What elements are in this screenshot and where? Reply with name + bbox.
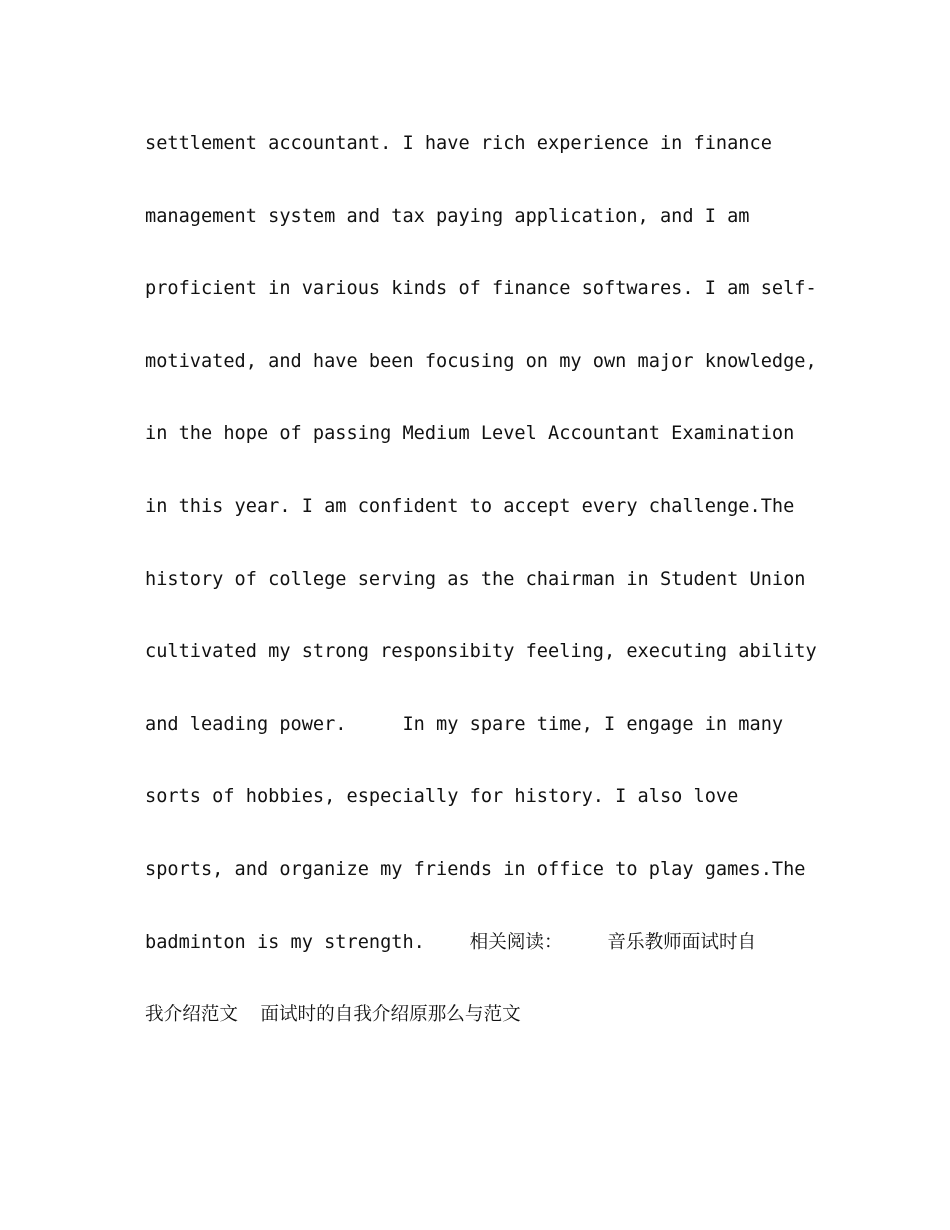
text-line: 我介绍范文 面试时的自我介绍原那么与范文 [145, 1004, 521, 1026]
body-text [145, 108, 825, 1052]
text-line: management system and tax paying application, and I am [145, 205, 750, 227]
text-line: history of college serving as the chairman in Student Union [145, 568, 806, 590]
text-line: and leading power. In my spare time, I engage in many [145, 713, 784, 735]
text-line: in this year. I am confident to accept every challenge.The [145, 495, 795, 517]
text-line: in the hope of passing Medium Level Accountant Examination [145, 423, 795, 445]
text-line: proficient in various kinds of finance softwares. I am self- [145, 278, 817, 300]
text-line: sorts of hobbies, especially for history. I also love [145, 786, 739, 808]
text-line: sports, and organize my friends in office to play games.The [145, 858, 806, 880]
text-line: motivated, and have been focusing on my own major knowledge, [145, 350, 817, 372]
text-line: badminton is my strength. 相关阅读： 音乐教师面试时自 [145, 931, 757, 953]
text-line: settlement accountant. I have rich experience in finance [145, 133, 772, 154]
text-line: cultivated my strong responsibity feeling, executing ability [145, 641, 817, 663]
